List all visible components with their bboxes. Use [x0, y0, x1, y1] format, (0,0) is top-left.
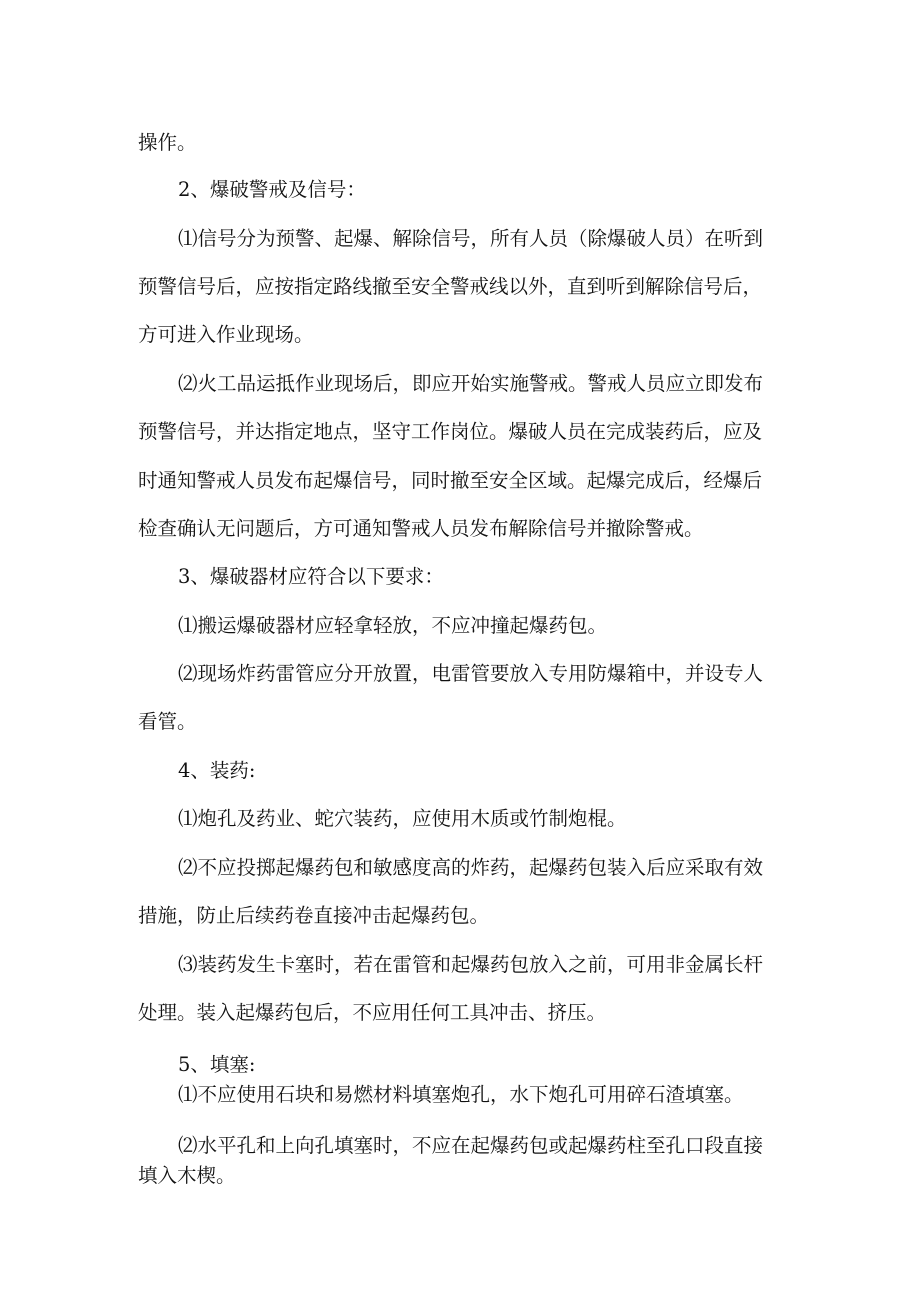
section-4-heading: 4、装药: — [178, 759, 256, 782]
section-2-item-2-line-4: 检查确认无问题后，方可通知警戒人员发布解除信号并撤除警戒。 — [138, 517, 704, 540]
section-4-item-3-line-2: 处理。装入起爆药包后，不应用任何工具冲击、挤压。 — [138, 1001, 607, 1024]
section-2-heading: 2、爆破警戒及信号： — [178, 178, 366, 201]
section-5-item-2-line-2: 填入木楔。 — [138, 1164, 236, 1187]
section-3-item-2-line-2: 看管。 — [138, 710, 197, 733]
section-2-item-2-line-3: 时通知警戒人员发布起爆信号，同时撤至安全区域。起爆完成后，经爆后 — [138, 469, 763, 492]
paragraph-continuation: 操作。 — [138, 131, 197, 154]
section-3-heading: 3、爆破器材应符合以下要求： — [178, 565, 444, 588]
section-2-item-1-line-1: ⑴信号分为预警、起爆、解除信号，所有人员（除爆破人员）在听到 — [178, 227, 764, 250]
section-4-item-1: ⑴炮孔及药业、蛇穴装药，应使用木质或竹制炮棍。 — [178, 807, 627, 830]
section-3-item-1: ⑴搬运爆破器材应轻拿轻放，不应冲撞起爆药包。 — [178, 614, 608, 637]
section-2-item-2-line-1: ⑵火工品运抵作业现场后，即应开始实施警戒。警戒人员应立即发布 — [178, 372, 764, 395]
section-2-item-1-line-3: 方可进入作业现场。 — [138, 323, 314, 346]
section-2-item-1-line-2: 预警信号后，应按指定路线撤至安全警戒线以外，直到听到解除信号后， — [138, 275, 763, 298]
section-4-item-2-line-1: ⑵不应投掷起爆药包和敏感度高的炸药，起爆药包装入后应采取有效 — [178, 856, 764, 879]
section-2-item-2-line-2: 预警信号，并达指定地点，坚守工作岗位。爆破人员在完成装药后，应及 — [138, 420, 763, 443]
section-3-item-2-line-1: ⑵现场炸药雷管应分开放置，电雷管要放入专用防爆箱中，并设专人 — [178, 662, 764, 685]
section-5-heading: 5、填塞: — [178, 1053, 256, 1076]
section-4-item-2-line-2: 措施，防止后续药卷直接冲击起爆药包。 — [138, 904, 490, 927]
section-4-item-3-line-1: ⑶装药发生卡塞时，若在雷管和起爆药包放入之前，可用非金属长杆 — [178, 953, 764, 976]
section-5-item-2-line-1: ⑵水平孔和上向孔填塞时，不应在起爆药包或起爆药柱至孔口段直接 — [178, 1134, 764, 1157]
section-5-item-1: ⑴不应使用石块和易燃材料填塞炮孔，水下炮孔可用碎石渣填塞。 — [178, 1083, 744, 1106]
